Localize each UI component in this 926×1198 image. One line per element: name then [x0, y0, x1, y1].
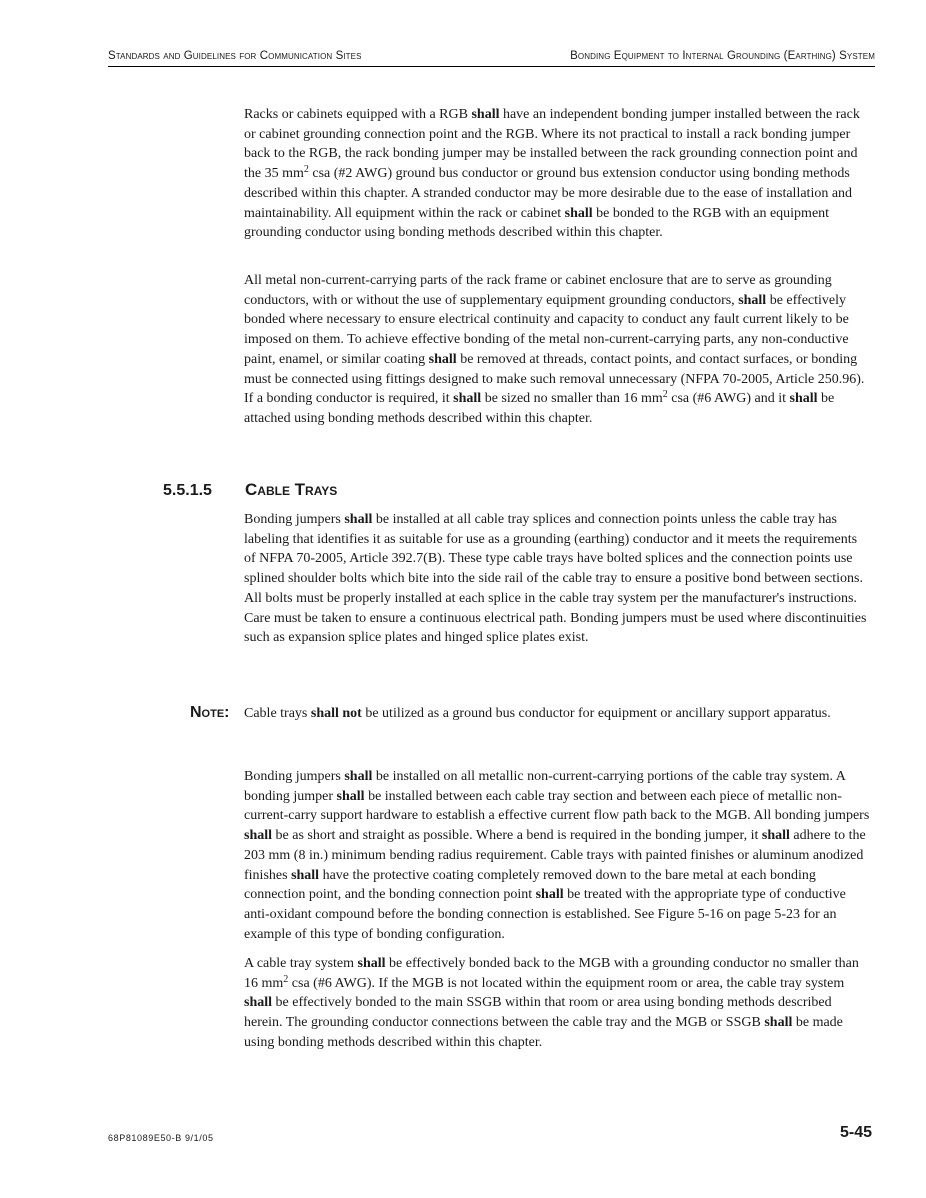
note-text	[244, 704, 872, 724]
text-run: be made using bonding methods described within this chapter.	[244, 1015, 843, 1050]
page-header	[108, 48, 875, 67]
paragraph-text	[244, 271, 872, 429]
text-run: All metal non-current-carrying parts of the rack frame or cabinet enclosure that are to serve as grounding conductors, with or without the use of supplementary equipment grounding conductors,	[244, 273, 832, 308]
bold-term: shall	[344, 512, 373, 527]
text-run: be effectively bonded where necessary to ensure electrical continuity and capacity to conduct any fault current likely to be imposed on them. To achieve effective bonding of the metal non-current-carrying parts, any non-conductive paint, enamel, or similar coating	[244, 292, 849, 367]
section-heading	[163, 480, 337, 500]
note-label: Note:	[190, 704, 230, 721]
text-run: be effectively bonded back to the MGB with a grounding conductor no smaller than 16 mm	[244, 956, 859, 991]
bold-term: shall not	[310, 706, 362, 721]
superscript: 2	[662, 389, 668, 401]
superscript: 2	[283, 973, 289, 985]
text-run: be installed on all metallic non-current-carrying portions of the cable tray system. A bonding jumper	[244, 769, 846, 804]
section-title: Cable Trays	[245, 480, 338, 499]
text-run: Bonding jumpers	[244, 512, 345, 527]
page-number: 5-45	[839, 1124, 872, 1141]
bold-term: shall	[761, 828, 790, 844]
header-right-title: Bonding Equipment to Internal Grounding (Earthing) System	[570, 50, 875, 62]
text-run: A cable tray system	[244, 956, 358, 971]
paragraph-text	[244, 767, 872, 944]
text-run: Bonding jumpers	[244, 769, 345, 784]
bold-term: shall	[344, 769, 373, 784]
text-run: be installed between each cable tray section and between each piece of metallic non-current-carry support hardware to establish a effective current flow path back to the MGB. All bonding jumpers	[244, 788, 870, 824]
bold-term: shall	[336, 788, 365, 804]
section-number: 5.5.1.5	[163, 482, 212, 499]
text-run: csa (#6 AWG). If the MGB is not located within the equipment room or area, the cable tray system	[288, 975, 845, 991]
footer-doc-id: 68P81089E50-B 9/1/05	[108, 1133, 214, 1143]
paragraph-text	[244, 510, 872, 648]
text-run: csa (#2 AWG) ground bus conductor or ground bus extension conductor using bonding methods described within this chapter. A stranded conductor may be more desirable due to the ease of installation and maintainability. All equipment within the rack or cabinet	[244, 166, 853, 221]
text-run: be attached using bonding methods described within this chapter.	[244, 391, 835, 426]
text-run: be sized no smaller than 16 mm	[481, 391, 663, 407]
paragraph-text	[244, 105, 872, 243]
text-run: be effectively bonded to the main SSGB within that room or area using bonding methods described herein. The grounding conductor connections between the cable tray and the MGB or SSGB	[244, 995, 832, 1031]
superscript: 2	[303, 164, 309, 176]
text-run: csa (#6 AWG) and it	[667, 391, 790, 407]
bold-term: shall	[564, 205, 593, 221]
bold-term: shall	[535, 887, 564, 903]
paragraph-text	[244, 704, 872, 724]
bold-term: shall	[738, 292, 767, 308]
paragraph-cable-tray-splices	[244, 510, 872, 648]
bold-term: shall	[428, 351, 457, 367]
bold-term: shall	[764, 1015, 793, 1031]
bold-term: shall	[244, 828, 273, 844]
bold-term: shall	[244, 995, 273, 1011]
text-run: Racks or cabinets equipped with a RGB	[244, 107, 472, 122]
text-run: be bonded to the RGB with an equipment grounding conductor using bonding methods described within this chapter.	[244, 205, 830, 241]
bold-term: shall	[789, 391, 818, 407]
bold-term: shall	[357, 956, 386, 971]
paragraph-rack-bonding	[244, 105, 872, 243]
header-left-title: Standards and Guidelines for Communication Sites	[108, 50, 362, 62]
text-run: Cable trays	[244, 706, 311, 721]
bold-term: shall	[291, 867, 320, 883]
text-run: have an independent bonding jumper installed between the rack or cabinet grounding connection point and the RGB. Where its not practical to install a rack bonding jumper back to the RGB, the rack bonding jumper may be installed between the rack grounding connection point and the 35 mm	[244, 107, 860, 182]
paragraph-text	[244, 954, 872, 1053]
text-run: have the protective coating completely removed down to the bare metal at each bonding connection point, and the bonding connection point	[244, 867, 816, 903]
text-run: adhere to the 203 mm (8 in.) minimum bending radius requirement. Cable trays with painted finishes or aluminum anodized finishes	[244, 828, 866, 883]
paragraph-bonding-jumpers	[244, 767, 872, 944]
text-run: be treated with the appropriate type of conductive anti-oxidant compound before the bonding connection is established. See Figure 5-16 on page 5-23 for an example of this type of bonding configuration.	[244, 887, 846, 942]
paragraph-metal-parts	[244, 271, 872, 429]
bold-term: shall	[453, 391, 482, 407]
text-run: be utilized as a ground bus conductor for equipment or ancillary support apparatus.	[361, 706, 831, 721]
bold-term: shall	[471, 107, 500, 122]
text-run: be as short and straight as possible. Where a bend is required in the bonding jumper, it	[272, 828, 762, 844]
paragraph-cable-tray-system	[244, 954, 872, 1053]
text-run: be removed at threads, contact points, and contact surfaces, or bonding must be connected using fittings designed to make such removal unnecessary (NFPA 70-2005, Article 250.96). If a bonding conductor is required, it	[244, 351, 865, 407]
text-run: be installed at all cable tray splices and connection points unless the cable tray has labeling that identifies it as suitable for use as a grounding (earthing) conductor and it meets the requirements of NFPA 70-2005, Article 392.7(B). These type cable trays have bolted splices and the connection points use splined shoulder bolts which bite into the side rail of the cable tray to ensure a positive bond between sections. All bolts must be properly installed at each splice in the cable tray system per the manufacturer's instructions. Care must be taken to ensure a continuous electrical path. Bonding jumpers must be used where discontinuities such as expansion splice plates and hinged splice plates exist.	[244, 512, 867, 646]
